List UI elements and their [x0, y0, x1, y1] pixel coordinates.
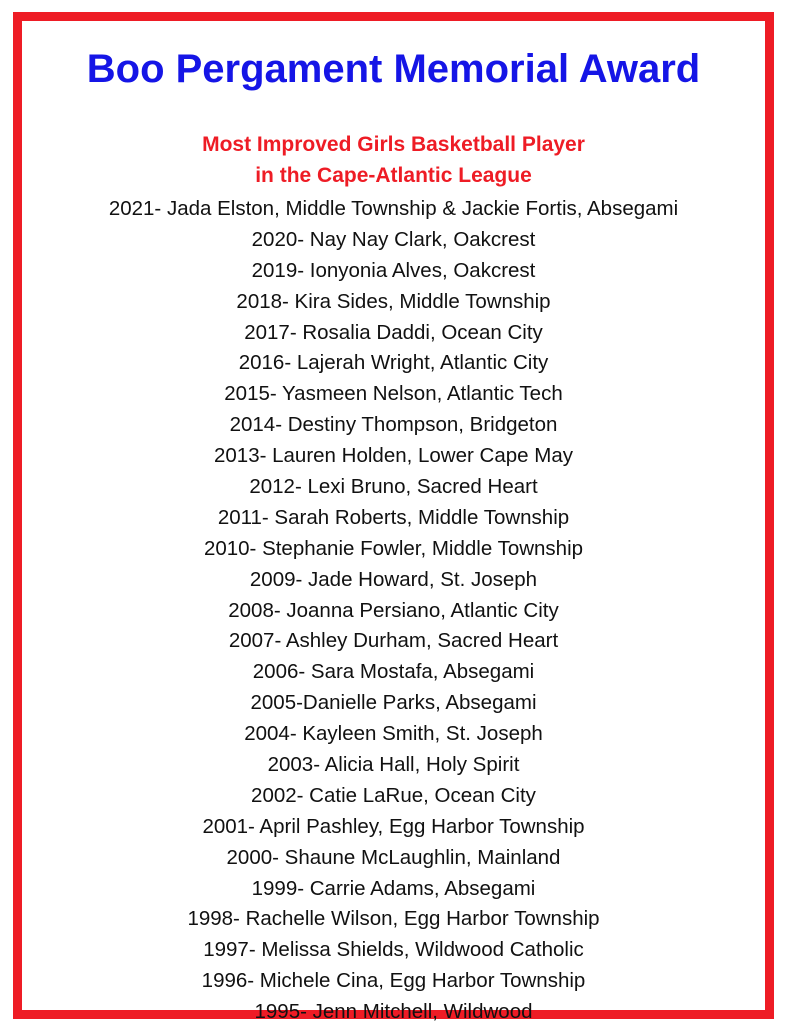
winner-entry: 2009- Jade Howard, St. Joseph [249, 567, 538, 591]
winner-entry: 2016- Lajerah Wright, Atlantic City [238, 351, 549, 375]
winner-entry: 2021- Jada Elston, Middle Township & Jackie Fortis, Absegami [108, 197, 679, 220]
award-subtitle-line-2: in the Cape-Atlantic League [255, 164, 532, 187]
winner-entry: 2014- Destiny Thompson, Bridgeton [229, 413, 558, 437]
winner-entry: 1997- Melissa Shields, Wildwood Catholic [203, 938, 584, 962]
winner-entry: 2013- Lauren Holden, Lower Cape May [214, 444, 573, 468]
winner-entry: 2007- Ashley Durham, Sacred Heart [228, 629, 559, 653]
winner-entry: 2001- April Pashley, Egg Harbor Township [202, 814, 585, 838]
winner-entry: 1999- Carrie Adams, Absegami [251, 876, 536, 900]
winner-entry: 2011- Sarah Roberts, Middle Township [217, 505, 570, 529]
winner-entry: 1998- Rachelle Wilson, Egg Harbor Township [187, 907, 600, 931]
winner-entry: 2019- Ionyonia Alves, Oakcrest [251, 258, 536, 282]
winner-entry: 2015- Yasmeen Nelson, Atlantic Tech [224, 382, 563, 406]
winner-entry: 2020- Nay Nay Clark, Oakcrest [251, 227, 536, 251]
winner-entry: 2004- Kayleen Smith, St. Joseph [244, 722, 543, 746]
winner-entry: 1996- Michele Cina, Egg Harbor Township [201, 969, 586, 993]
winner-entry: 2003- Alicia Hall, Holy Spirit [267, 753, 520, 777]
winner-entry: 2018- Kira Sides, Middle Township [236, 289, 551, 313]
winner-entry: 2017- Rosalia Daddi, Ocean City [244, 320, 543, 344]
award-subtitle-line-1: Most Improved Girls Basketball Player [202, 133, 585, 156]
winner-entry: 2002- Catie LaRue, Ocean City [251, 783, 536, 807]
award-title: Boo Pergament Memorial Award [86, 47, 701, 91]
winner-entry: 2005-Danielle Parks, Absegami [250, 691, 537, 715]
winners-list [22, 194, 765, 1028]
winner-entry: 1995- Jenn Mitchell, Wildwood [254, 1000, 533, 1024]
winner-entry: 2012- Lexi Bruno, Sacred Heart [249, 475, 538, 499]
winner-entry: 2006- Sara Mostafa, Absegami [252, 660, 535, 684]
winner-entry: 2000- Shaune McLaughlin, Mainland [226, 845, 561, 869]
winner-entry: 2010- Stephanie Fowler, Middle Township [203, 536, 584, 560]
winner-entry: 2008- Joanna Persiano, Atlantic City [228, 598, 559, 622]
award-frame [13, 12, 774, 1024]
